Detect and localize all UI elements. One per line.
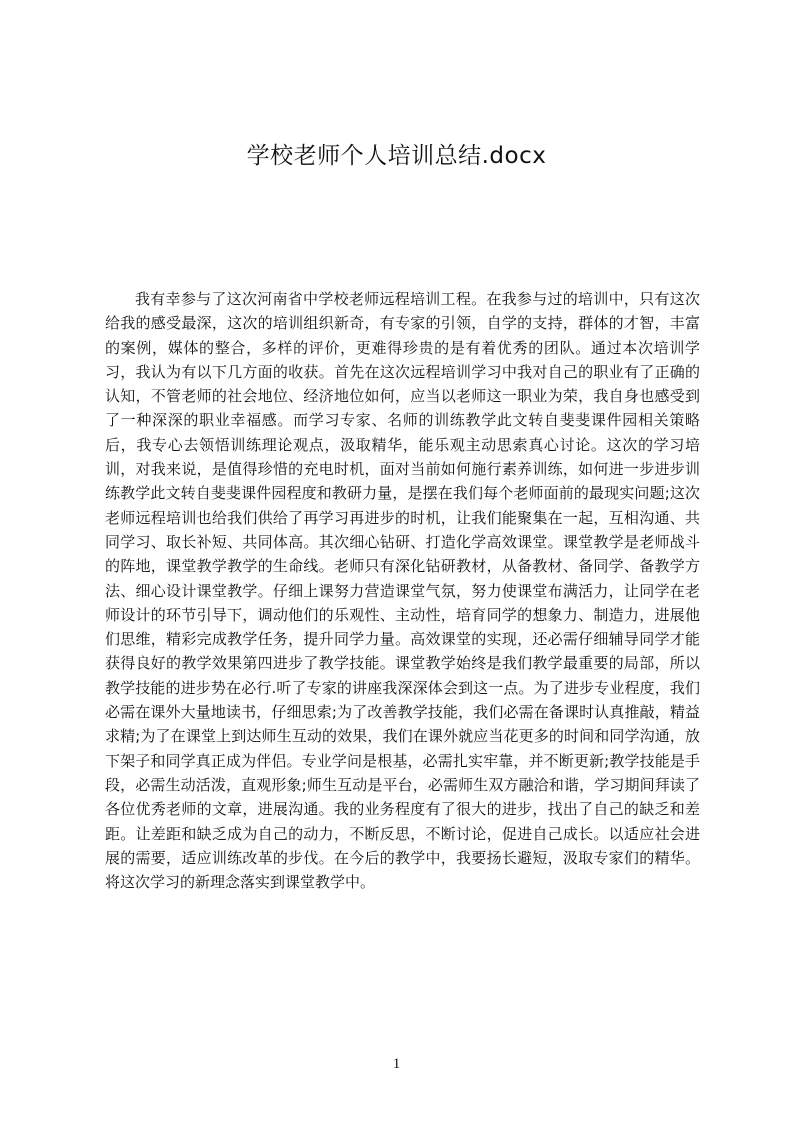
page-number: 1 bbox=[392, 1056, 401, 1072]
body-paragraph: 我有幸参与了这次河南省中学校老师远程培训工程。在我参与过的培训中，只有这次给我的感受最深，这次的培训组织新奇，有专家的引领，自学的支持，群体的才智，丰富的案例，媒体的整合，多样的评价，更难得珍贵的是有着优秀的团队。通过本次培训学习，我认为有以下几方面的收获。首先在这次远程培训学习中我对自己的职业有了正确的认知，不管老师的社会地位、经济地位如何，应当以老师这一职业为荣，我自身也感受到了一种深深的职业幸福感。而学习专家、名师的训练教学此文转自斐斐课件园相关策略后，我专心去领悟训练理论观点，汲取精华，能乐观主动思索真心讨论。这次的学习培训，对我来说，是值得珍惜的充电时机，面对当前如何施行素养训练，如何进一步进步训练教学此文转自斐斐课件园程度和教研力量，是摆在我们每个老师面前的最现实问题;这次老师远程培训也给我们供给了再学习再进步的时机，让我们能聚集在一起，互相沟通、共同学习、取长补短、共同体高。其次细心钻研、打造化学高效课堂。课堂教学是老师战斗的阵地，课堂教学教学的生命线。老师只有深化钻研教材，从备教材、备同学、备教学方法、细心设计课堂教学。仔细上课努力营造课堂气氛，努力使课堂布满活力，让同学在老师设计的环节引导下，调动他们的乐观性、主动性，培育同学的想象力、制造力，进展他们思维，精彩完成教学任务，提升同学力量。高效课堂的实现，还必需仔细辅导同学才能获得良好的教学效果第四进步了教学技能。课堂教学始终是我们教学最重要的局部，所以教学技能的进步势在必行.听了专家的讲座我深深体会到这一点。为了进步专业程度，我们必需在课外大量地读书，仔细思索;为了改善教学技能，我们必需在备课时认真推敲，精益求精;为了在课堂上到达师生互动的效果，我们在课外就应当花更多的时间和同学沟通，放下架子和同学真正成为伴侣。专业学问是根基，必需扎实牢靠，并不断更新;教学技能是手段，必需生动活泼，直观形象;师生互动是平台，必需师生双方融洽和谐，学习期间拜读了各位优秀老师的文章，进展沟通。我的业务程度有了很大的进步，找出了自己的缺乏和差距。让差距和缺乏成为自己的动力，不断反思，不断讨论，促进自己成长。以适应社会进展的需要，适应训练改革的步伐。在今后的教学中，我要扬长避短，汲取专家们的精华。将这次学习的新理念落实到课堂教学中。 bbox=[105, 290, 700, 892]
document-title: 学校老师个人培训总结.docx bbox=[246, 143, 547, 169]
